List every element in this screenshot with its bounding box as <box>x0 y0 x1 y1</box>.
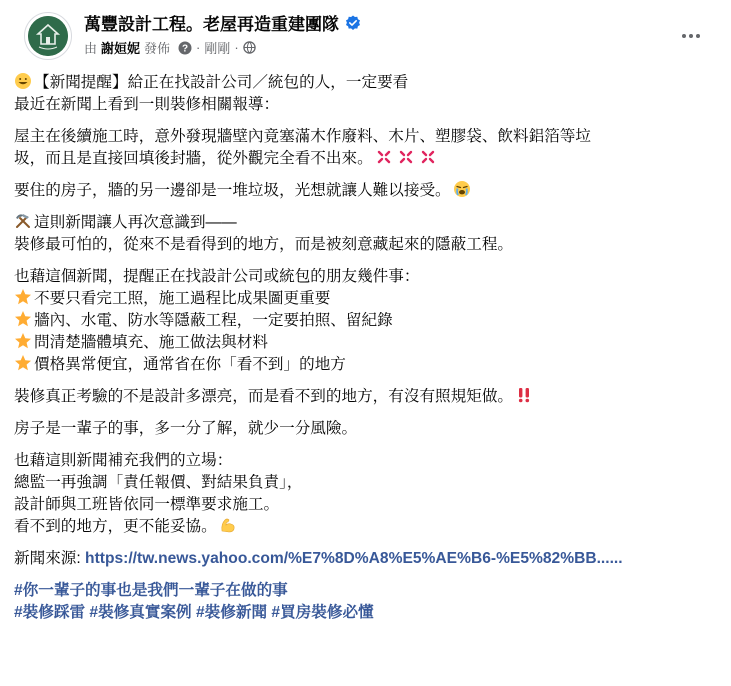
more-dot-icon <box>689 34 693 38</box>
double-exclamation-icon <box>515 386 533 404</box>
post-line-text: 裝修真正考驗的不是設計多漂亮，而是看不到的地方，有沒有照規矩做。 <box>14 388 514 405</box>
grin-face-icon <box>14 72 32 90</box>
meta-dot: · <box>196 40 201 55</box>
page-name[interactable]: 萬豐設計工程。老屋再造重建團隊 <box>84 15 339 34</box>
flexed-biceps-icon <box>219 516 237 534</box>
post-line <box>14 288 719 310</box>
post-line <box>14 94 719 116</box>
post-meta <box>84 38 256 57</box>
page-avatar[interactable] <box>24 12 72 60</box>
news-source-line <box>14 548 719 570</box>
verified-badge-icon <box>345 15 361 31</box>
post-paragraph <box>14 212 719 256</box>
post-line-text: 不要只看完工照，施工過程比成果圖更重要 <box>34 290 331 307</box>
news-source-label: 新聞來源: <box>14 550 86 567</box>
post-line-text: 裝修最可怕的，從來不是看得到的地方，而是被刻意藏起來的隱蔽工程。 <box>14 236 514 253</box>
post-line <box>14 126 719 148</box>
post-line-text: 總監一再強調「責任報價、對結果負責」， <box>14 474 303 491</box>
star-icon <box>14 332 32 350</box>
post-line <box>14 386 719 408</box>
post-line <box>14 72 719 94</box>
post-line-text: 看不到的地方，更不能妥協。 <box>14 518 217 535</box>
post-line <box>14 472 719 494</box>
post-line-text: 也藉這個新聞，提醒正在找設計公司或統包的朋友幾件事： <box>14 268 420 285</box>
post-paragraph <box>14 418 719 440</box>
post-paragraph <box>14 72 719 116</box>
post-line-text: 問清楚牆體填充、施工做法與材料 <box>34 334 268 351</box>
more-options-button[interactable] <box>673 18 709 54</box>
news-source-link[interactable]: https://tw.news.yahoo.com/%E7%8D%A8%E5%AE%B6-%E5%82%BB...... <box>85 550 623 567</box>
anger-symbol-icon <box>397 148 415 166</box>
more-dot-icon <box>696 34 700 38</box>
help-icon[interactable] <box>178 41 192 55</box>
hashtag-link[interactable]: #買房裝修必懂 <box>271 604 374 621</box>
post-time[interactable]: 剛剛 <box>204 41 231 56</box>
post-line <box>14 310 719 332</box>
post-line <box>14 494 719 516</box>
post-line-text: 設計師與工班皆依同一標準要求施工。 <box>14 496 280 513</box>
post-line <box>14 418 719 440</box>
post-line-text: 最近在新聞上看到一則裝修相關報導： <box>14 96 280 113</box>
post-line-text: 圾，而且是直接回填後封牆，從外觀完全看不出來。 <box>14 150 373 167</box>
post-line <box>14 516 719 538</box>
hammer-pick-icon <box>14 212 32 230</box>
hashtag-line <box>14 580 719 602</box>
post-paragraph <box>14 126 719 170</box>
author-name[interactable]: 謝姮妮 <box>101 41 141 56</box>
hashtag-link[interactable]: #裝修真實案例 <box>89 604 192 621</box>
svg-text:?: ? <box>181 43 189 54</box>
post-line-text: 價格異常便宜，通常省在你「看不到」的地方 <box>34 356 346 373</box>
post-line <box>14 266 719 288</box>
page-name-row <box>84 10 361 35</box>
crying-face-icon <box>453 180 471 198</box>
star-icon <box>14 310 32 328</box>
post-line-text: 房子是一輩子的事，多一分了解，就少一分風險。 <box>14 420 358 437</box>
post-line <box>14 332 719 354</box>
by-prefix: 由 <box>84 41 98 56</box>
post-line <box>14 148 719 170</box>
post-line-text: 屋主在後續施工時，意外發現牆壁內竟塞滿木作廢料、木片、塑膠袋、飲料鋁箔等垃 <box>14 128 591 145</box>
post-line <box>14 212 719 234</box>
post-line-text: 【新聞提醒】給正在找設計公司／統包的人，一定要看 <box>34 74 409 91</box>
more-dot-icon <box>682 34 686 38</box>
star-icon <box>14 354 32 372</box>
hashtag-line <box>14 602 719 624</box>
post-paragraph <box>14 450 719 538</box>
post-line <box>14 234 719 256</box>
post-paragraph <box>14 266 719 376</box>
post-paragraph <box>14 180 719 202</box>
logo-house-icon <box>28 16 68 56</box>
anger-symbol-icon <box>375 148 393 166</box>
post-line-text: 也藉這則新聞補充我們的立場： <box>14 452 233 469</box>
post-body <box>14 72 719 634</box>
post-header <box>12 0 719 70</box>
hashtags <box>14 580 719 624</box>
posted-label: 發佈 <box>144 41 171 56</box>
post-line <box>14 450 719 472</box>
post-paragraph <box>14 386 719 408</box>
page-logo <box>28 16 68 56</box>
post-line <box>14 180 719 202</box>
anger-symbol-icon <box>419 148 437 166</box>
post-line-text: 牆內、水電、防水等隱蔽工程，一定要拍照、留紀錄 <box>34 312 393 329</box>
hashtag-link[interactable]: #裝修踩雷 <box>14 604 86 621</box>
meta-dot: · <box>234 40 239 55</box>
star-icon <box>14 288 32 306</box>
globe-icon[interactable] <box>243 41 256 54</box>
news-source <box>14 548 719 570</box>
post-line-text: 這則新聞讓人再次意識到—— <box>34 214 237 231</box>
post-line <box>14 354 719 376</box>
post-line-text: 要住的房子，牆的另一邊卻是一堆垃圾，光想就讓人難以接受。 <box>14 182 451 199</box>
hashtag-link[interactable]: #你一輩子的事也是我們一輩子在做的事 <box>14 582 288 599</box>
hashtag-link[interactable]: #裝修新聞 <box>196 604 268 621</box>
